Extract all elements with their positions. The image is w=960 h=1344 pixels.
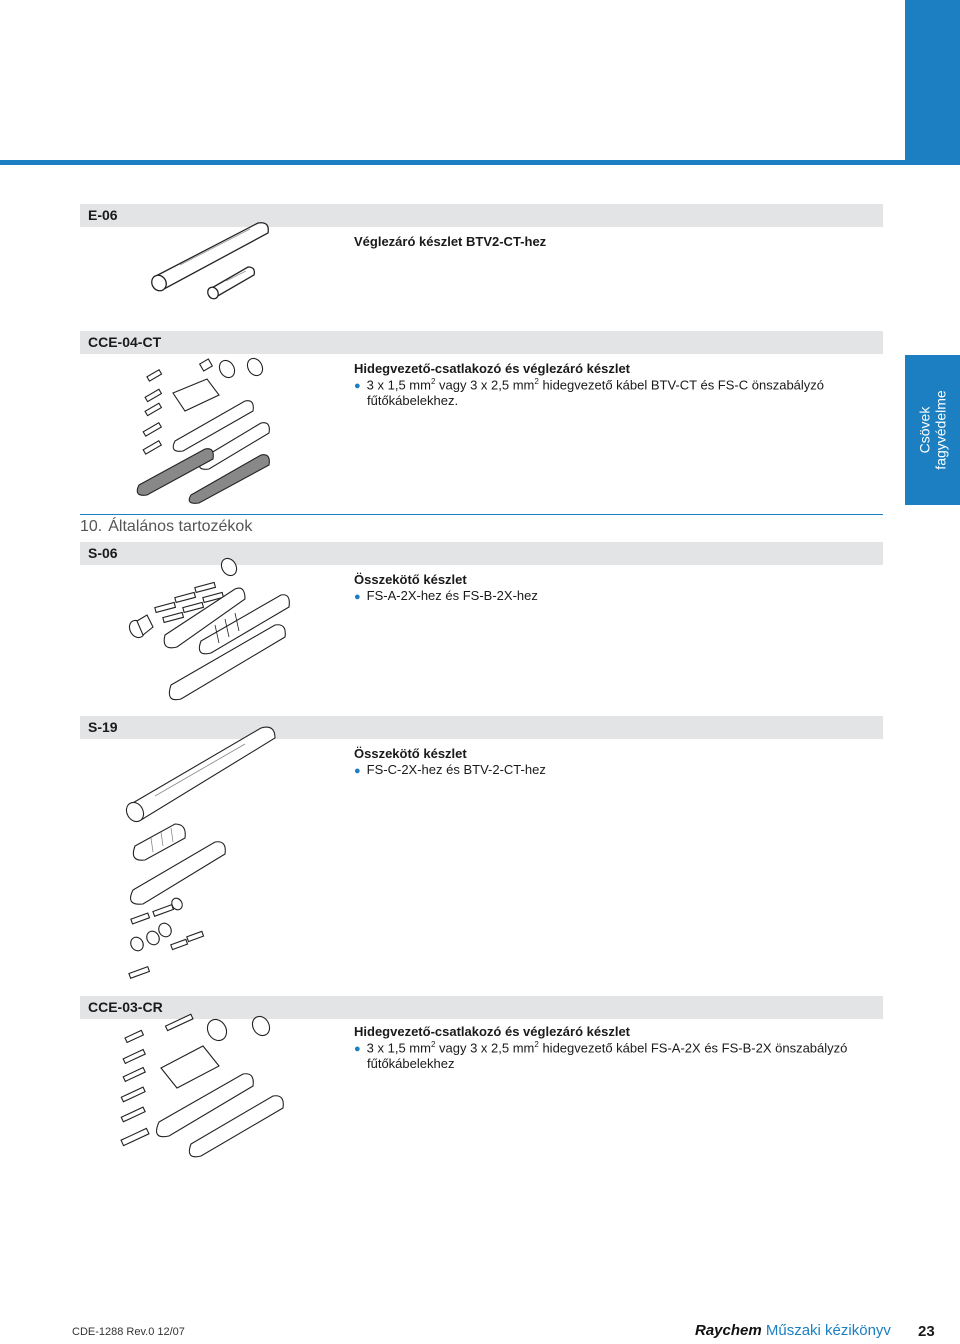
header-rule [0, 160, 905, 165]
bullet-text-b: vagy 3 x 2,5 mm [435, 377, 535, 393]
bullet-dot: ● [354, 380, 361, 393]
splice-kit-illustration [125, 720, 285, 980]
entry-title: Hidegvezető-csatlakozó és véglezáró készlet [354, 361, 631, 376]
bullet-dot: ● [354, 591, 361, 603]
entry-code-band: S-06 [80, 542, 883, 565]
superscript: 2 [534, 377, 539, 386]
bullet-continuation: fűtőkábelekhez. [367, 393, 459, 408]
entry-title: Hidegvezető-csatlakozó és véglezáró készlet [354, 1024, 631, 1039]
handbook-title: Műszaki kézikönyv [761, 1322, 891, 1339]
bullet-text-b: vagy 3 x 2,5 mm [435, 1040, 535, 1056]
entry-code-band: CCE-03-CR [80, 996, 883, 1019]
side-tab-text [917, 390, 949, 469]
bullet-text-a: 3 x 1,5 mm [366, 1040, 431, 1056]
splice-kit-illustration [125, 555, 300, 705]
superscript: 2 [430, 377, 436, 386]
superscript: 2 [430, 1040, 436, 1049]
bullet-line [354, 762, 546, 777]
entry-code-band: S-19 [80, 716, 883, 739]
side-tab-line2: fagyvédelme [932, 390, 949, 470]
bullet-dot: ● [354, 1043, 361, 1056]
bullet-line [354, 1040, 847, 1055]
section-title: Általános tartozékok [108, 518, 253, 535]
entry-code-band: CCE-04-CT [80, 331, 883, 354]
entry-title: Véglezáró készlet BTV2-CT-hez [354, 234, 547, 249]
header-tab [905, 0, 960, 165]
entry-title: Összekötő készlet [354, 572, 467, 587]
bullet-line [354, 377, 824, 392]
page-number: 23 [918, 1323, 935, 1340]
bullet-line [354, 588, 538, 603]
entry-code-band: E-06 [80, 204, 883, 227]
side-chapter-tab [905, 355, 960, 505]
section-heading [80, 518, 252, 536]
side-tab-line1: Csövek [916, 406, 933, 454]
cold-lead-kit-illustration [135, 355, 285, 505]
footer-brand [695, 1322, 891, 1339]
bullet-text: FS-C-2X-hez és BTV-2-CT-hez [366, 762, 546, 777]
end-seal-kit-illustration [140, 215, 280, 305]
bullet-text-c: hidegvezető kábel FS-A-2X és FS-B-2X önszabályzó [538, 1040, 848, 1056]
document-code: CDE-1288 Rev.0 12/07 [72, 1326, 185, 1338]
section-number: 10. [80, 518, 103, 535]
entry-title: Összekötő készlet [354, 746, 467, 761]
bullet-text-a: 3 x 1,5 mm [366, 377, 431, 393]
cold-lead-kit-illustration [115, 1012, 290, 1162]
bullet-continuation: fűtőkábelekhez [367, 1056, 455, 1071]
section-rule [80, 514, 883, 515]
bullet-dot: ● [354, 765, 361, 777]
bullet-text: FS-A-2X-hez és FS-B-2X-hez [366, 588, 538, 603]
bullet-text-c: hidegvezető kábel BTV-CT és FS-C önszabályzó [538, 377, 825, 393]
superscript: 2 [534, 1040, 539, 1049]
brand-logo-text: Raychem [695, 1322, 762, 1339]
